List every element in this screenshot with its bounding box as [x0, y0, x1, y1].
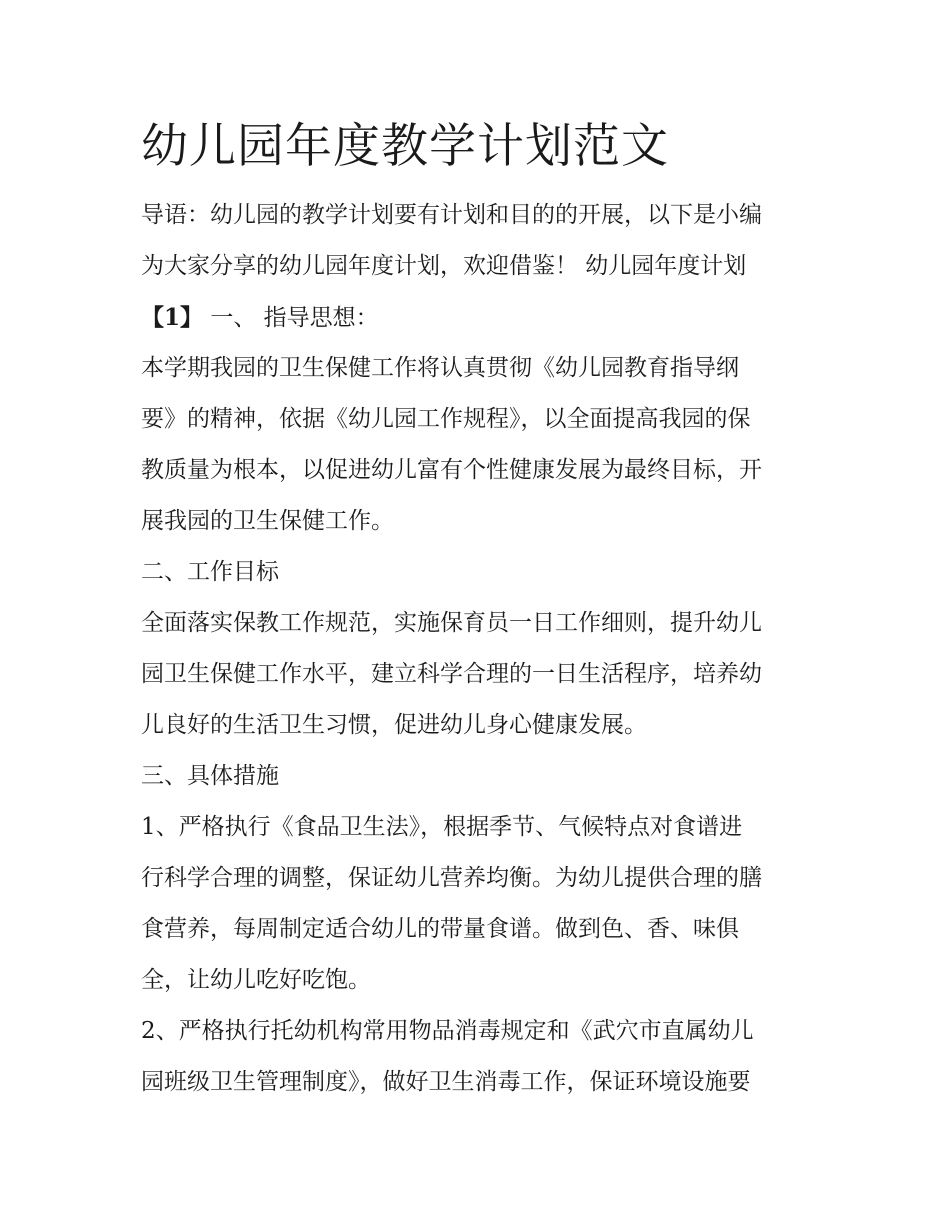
- paragraph-line: 园卫生保健工作水平，建立科学合理的一日生活程序，培养幼: [141, 661, 762, 687]
- paragraph-line-with-mark: [141, 292, 821, 343]
- paragraph-line: 行科学合理的调整，保证幼儿营养均衡。为幼儿提供合理的膳: [141, 865, 762, 891]
- paragraph-line: 教质量为根本，以促进幼儿富有个性健康发展为最终目标，开: [141, 457, 762, 483]
- document-title: 幼儿园年度教学计划范文: [141, 119, 669, 174]
- heading-specific-measures: 三、具体措施: [141, 763, 279, 789]
- paragraph-line: 全面落实保教工作规范，实施保育员一日工作细则，提升幼儿: [141, 610, 762, 636]
- document-body: [141, 112, 821, 1108]
- paragraph-line: 儿良好的生活卫生习惯，促进幼儿身心健康发展。: [141, 712, 647, 738]
- paragraph-line: 导语：幼儿园的教学计划要有计划和目的的开展，以下是小编: [141, 202, 762, 228]
- paragraph-line: 要》的精神，依据《幼儿园工作规程》，以全面提高我园的保: [141, 406, 751, 432]
- heading-work-goals: 二、工作目标: [141, 559, 279, 585]
- paragraph-line: 展我园的卫生保健工作。: [141, 508, 394, 534]
- paragraph-line: 园班级卫生管理制度》，做好卫生消毒工作，保证环境设施要: [141, 1069, 751, 1095]
- paragraph-line: 全，让幼儿吃好吃饱。: [141, 967, 371, 993]
- paragraph-line: 1、严格执行《食品卫生法》，根据季节、气候特点对食谱进: [141, 814, 743, 840]
- section-mark: 【1】: [141, 304, 204, 331]
- paragraph-line: 为大家分享的幼儿园年度计划，欢迎借鉴！ 幼儿园年度计划: [141, 253, 747, 279]
- paragraph-line: 本学期我园的卫生保健工作将认真贯彻《幼儿园教育指导纲: [141, 355, 739, 381]
- paragraph-line: 2、严格执行托幼机构常用物品消毒规定和《武穴市直属幼儿: [141, 1018, 754, 1044]
- paragraph-line: 食营养，每周制定适合幼儿的带量食谱。做到色、香、味俱: [141, 916, 739, 942]
- heading-guiding-thought: 一、 指导思想：: [210, 305, 379, 331]
